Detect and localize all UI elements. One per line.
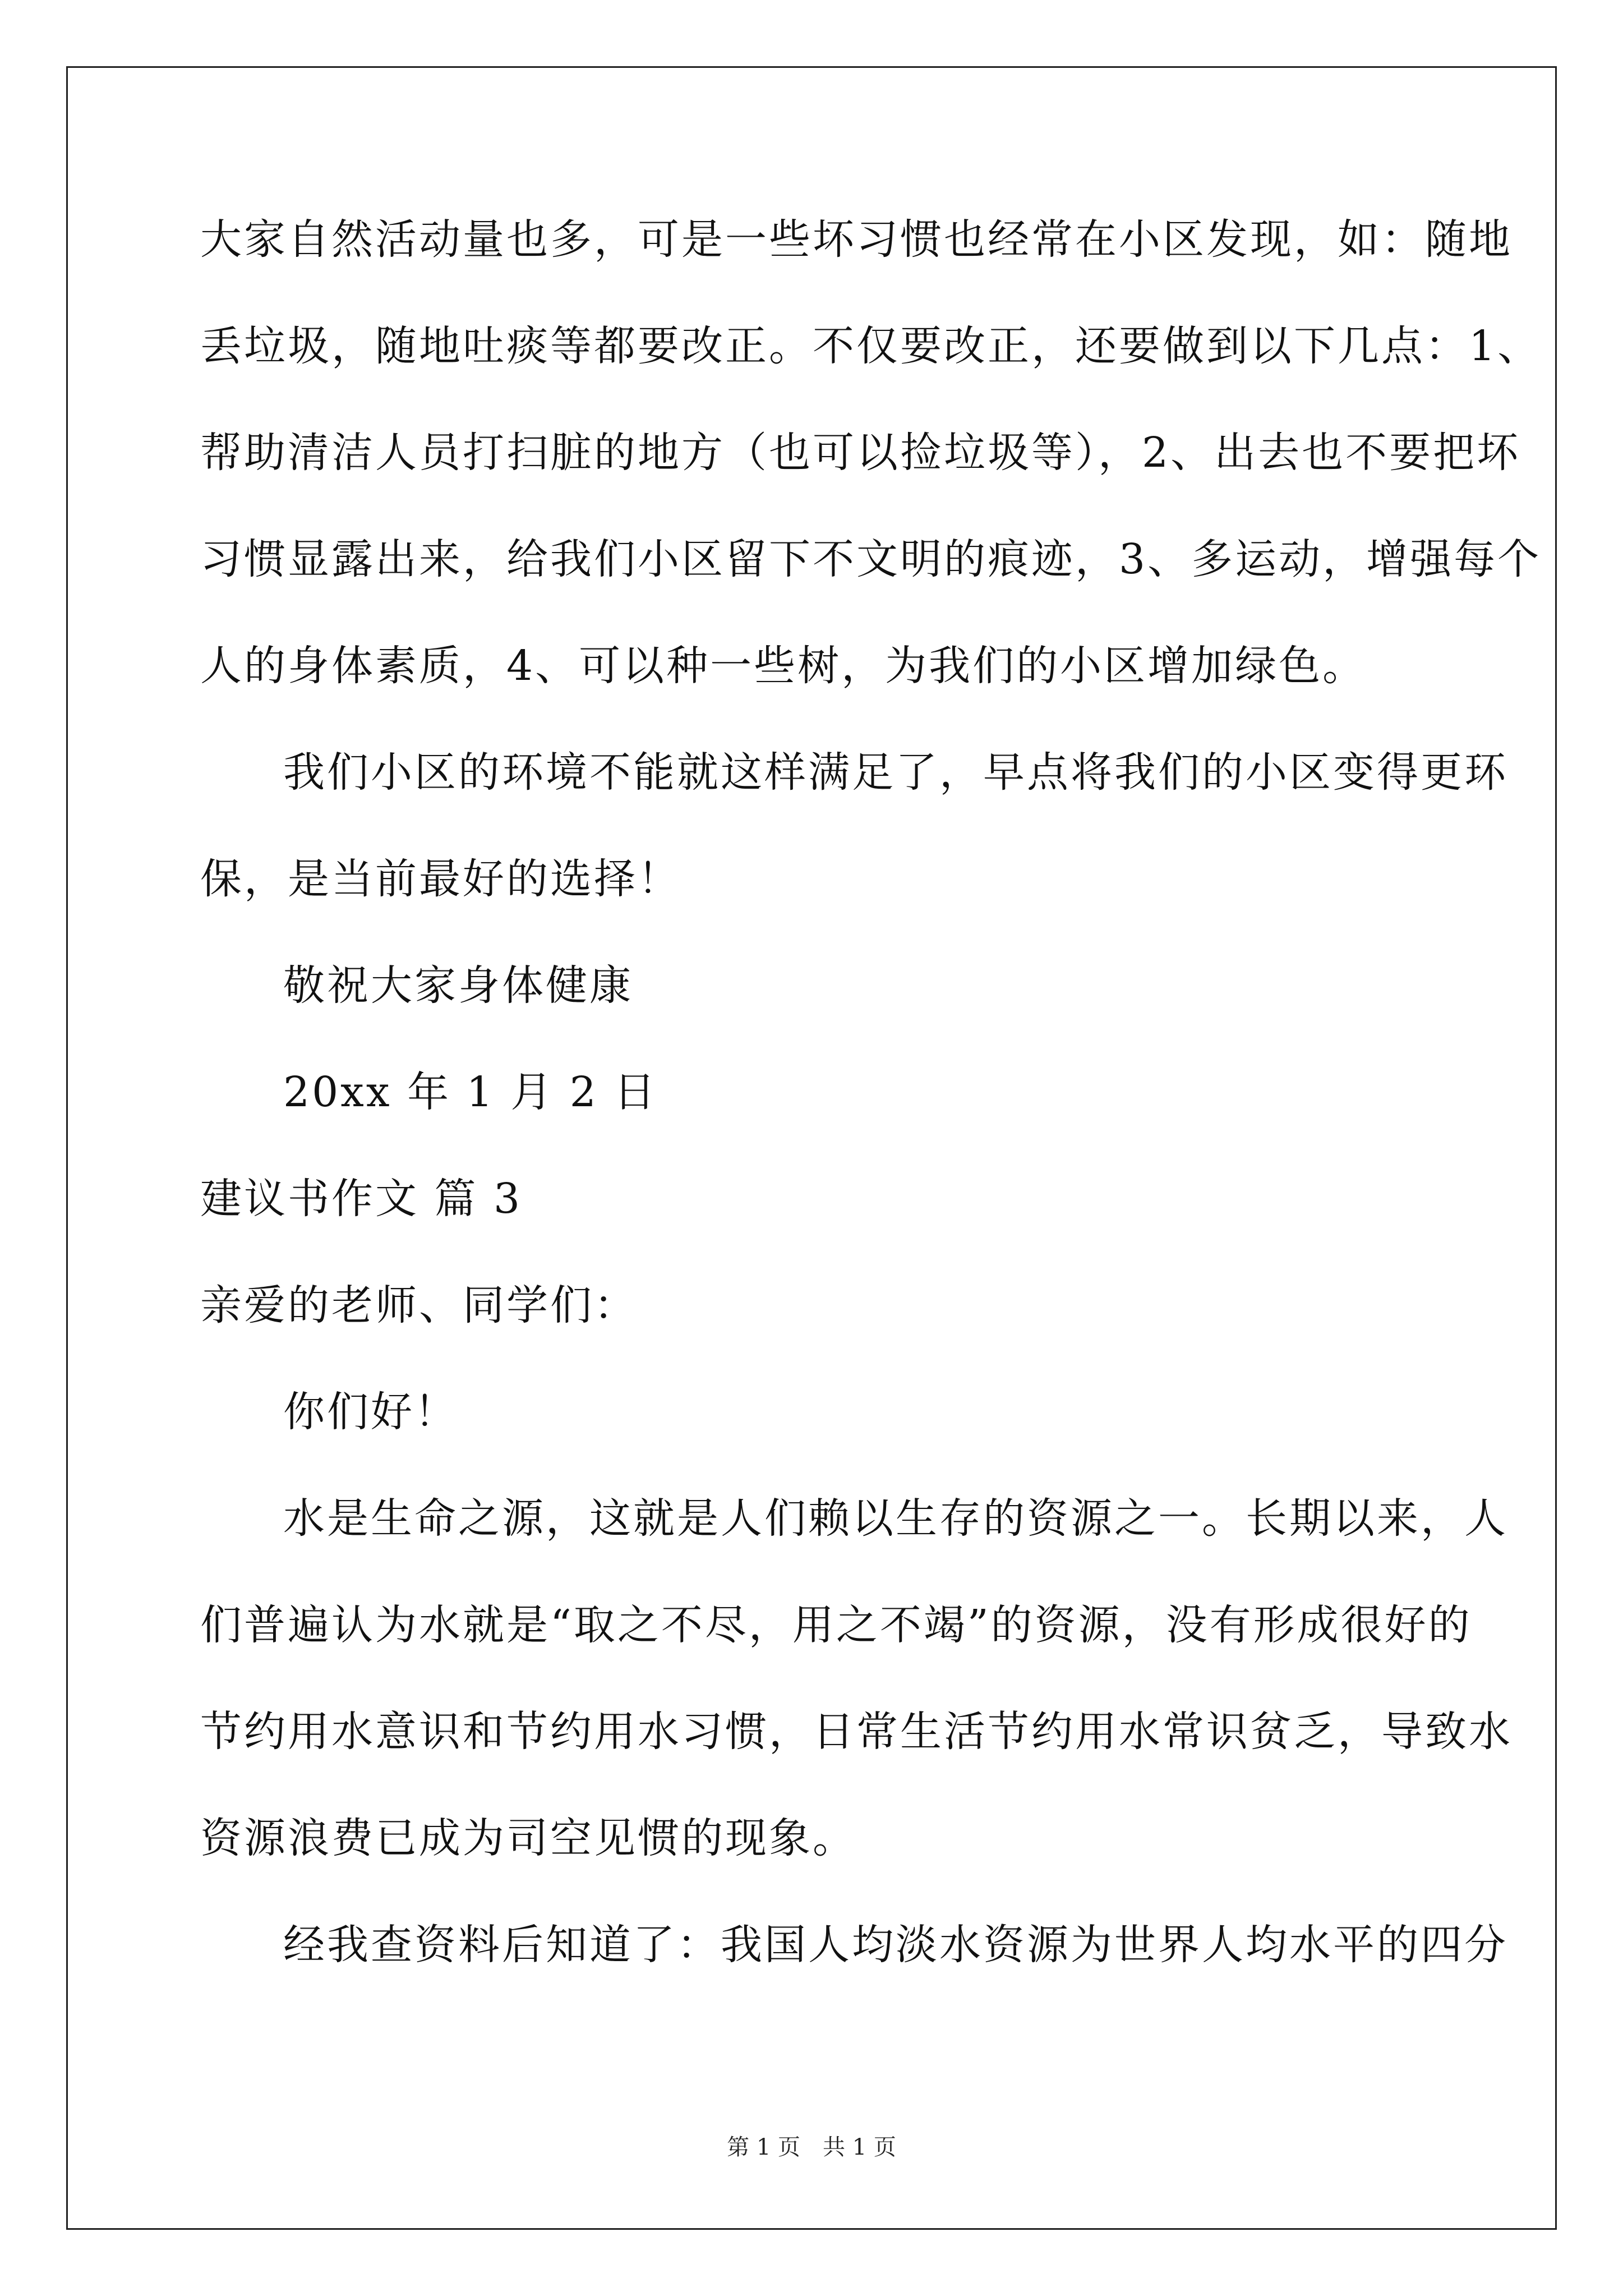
- paragraph-line: 资源浪费已成为司空见惯的现象。: [200, 1814, 856, 1862]
- closing-wish: 敬祝大家身体健康: [283, 961, 633, 1010]
- section-heading: 建议书作文 篇 3: [200, 1175, 523, 1223]
- paragraph-line: 经我查资料后知道了：我国人均淡水资源为世界人均水平的四分: [283, 1921, 1508, 1969]
- paragraph-line: 丢垃圾，随地吐痰等都要改正。不仅要改正，还要做到以下几点：1、: [200, 322, 1542, 370]
- paragraph-line: 们普遍认为水就是“取之不尽，用之不竭”的资源，没有形成很好的: [200, 1601, 1472, 1649]
- paragraph-line: 人的身体素质，4、可以种一些树，为我们的小区增加绿色。: [200, 642, 1367, 690]
- paragraph-line: 保，是当前最好的选择！: [200, 855, 681, 903]
- paragraph-line: 我们小区的环境不能就这样满足了，早点将我们的小区变得更环: [283, 748, 1508, 797]
- date-line: 20xx 年 1 月 2 日: [283, 1068, 658, 1116]
- page-footer: 第 1 页 共 1 页: [727, 2134, 896, 2160]
- paragraph-line: 帮助清洁人员打扫脏的地方（也可以捡垃圾等），2、出去也不要把坏: [200, 429, 1521, 477]
- page-border: [66, 66, 1557, 2230]
- paragraph-line: 节约用水意识和节约用水习惯，日常生活节约用水常识贫乏，导致水: [200, 1708, 1513, 1756]
- paragraph-line: 水是生命之源，这就是人们赖以生存的资源之一。长期以来，人: [283, 1494, 1508, 1543]
- salutation: 亲爱的老师、同学们：: [200, 1281, 638, 1329]
- paragraph-line: 大家自然活动量也多，可是一些坏习惯也经常在小区发现，如：随地: [200, 215, 1513, 264]
- paragraph-line: 习惯显露出来，给我们小区留下不文明的痕迹，3、多运动，增强每个: [200, 535, 1542, 583]
- greeting: 你们好！: [283, 1388, 458, 1436]
